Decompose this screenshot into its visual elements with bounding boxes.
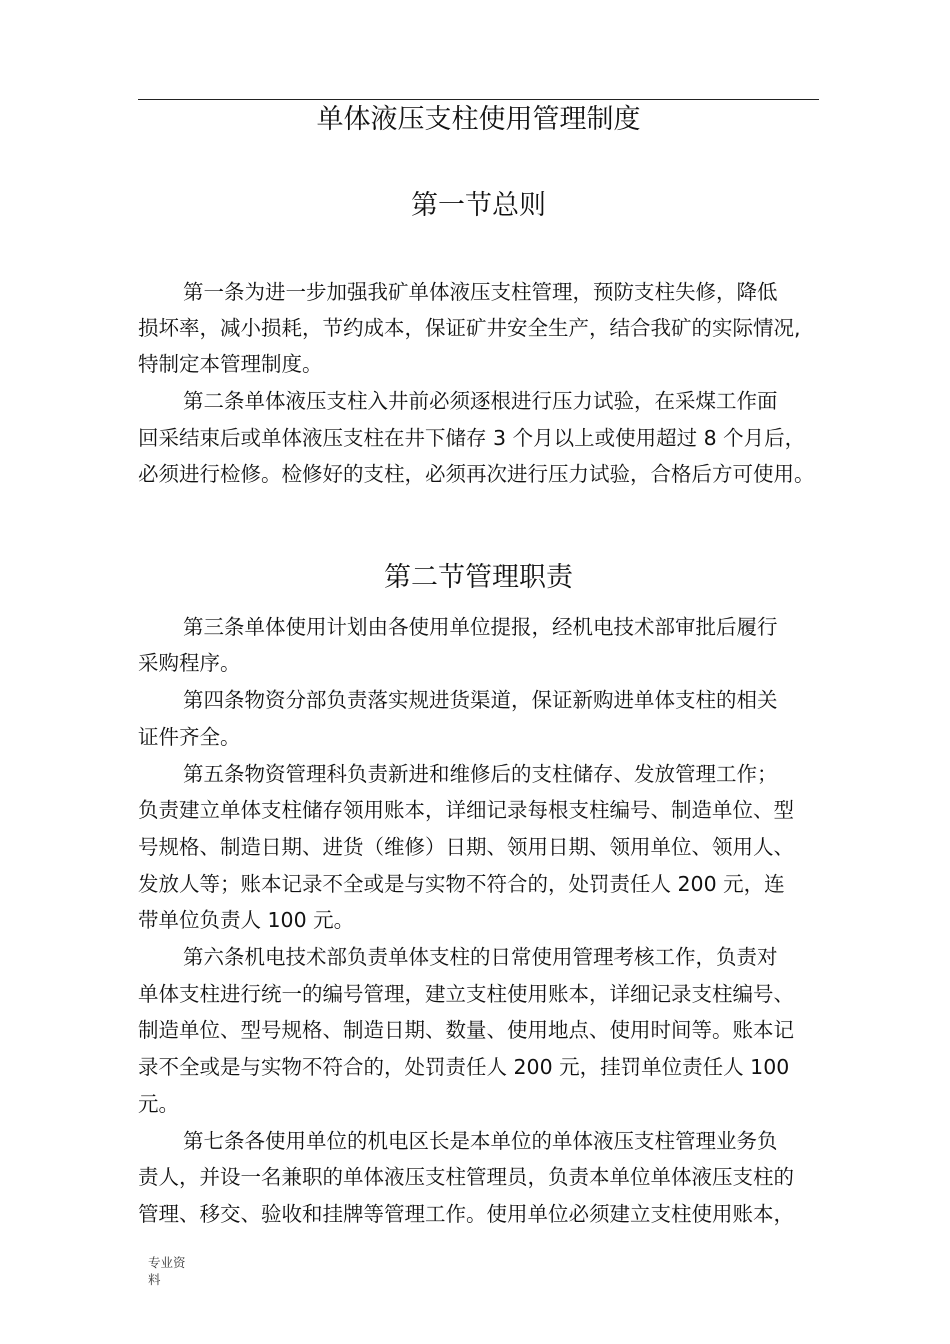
footer-line: 专业资 [148,1255,186,1270]
paragraph-line: 第一条为进一步加强我矿单体液压支柱管理，预防支柱失修，降低 [183,280,778,304]
paragraph-line: 证件齐全。 [138,725,241,749]
paragraph-line: 责人，并设一名兼职的单体液压支柱管理员，负责本单位单体液压支柱的 [138,1165,794,1189]
page-footer [148,1254,186,1288]
paragraph-line: 第二条单体液压支柱入井前必须逐根进行压力试验，在采煤工作面 [183,389,778,413]
paragraph-line: 制造单位、型号规格、制造日期、数量、使用地点、使用时间等。账本记 [138,1018,794,1042]
paragraph-line: 第三条单体使用计划由各使用单位提报，经机电技术部审批后履行 [183,615,778,639]
paragraph-line: 管理、移交、验收和挂牌等管理工作。使用单位必须建立支柱使用账本， [138,1202,794,1226]
paragraph-line: 录不全或是与实物不符合的，处罚责任人 200 元，挂罚单位责任人 100 [138,1055,790,1079]
paragraph-line: 负责建立单体支柱储存领用账本，详细记录每根支柱编号、制造单位、型 [138,798,794,822]
paragraph-line: 必须进行检修。检修好的支柱，必须再次进行压力试验，合格后方可使用。 [138,462,815,486]
header-rule [138,99,819,100]
document-title: 单体液压支柱使用管理制度 [316,104,641,135]
paragraph-line: 号规格、制造日期、进货（维修）日期、领用日期、领用单位、领用人、 [138,835,794,859]
footer-line: 料 [148,1272,161,1287]
paragraph-line: 采购程序。 [138,651,241,675]
paragraph-line: 回采结束后或单体液压支柱在井下储存 3 个月以上或使用超过 8 个月后， [138,426,806,450]
paragraph-line: 损坏率，减小损耗，节约成本，保证矿井安全生产，结合我矿的实际情况, [138,316,801,340]
section-heading-responsibilities: 第二节管理职责 [384,562,573,593]
paragraph-line: 元。 [138,1092,179,1116]
paragraph-line: 第五条物资管理科负责新进和维修后的支柱储存、发放管理工作； [183,762,778,786]
paragraph-line: 第七条各使用单位的机电区长是本单位的单体液压支柱管理业务负 [183,1129,778,1153]
paragraph-line: 第六条机电技术部负责单体支柱的日常使用管理考核工作，负责对 [183,945,778,969]
paragraph-line: 发放人等；账本记录不全或是与实物不符合的，处罚责任人 200 元，连 [138,872,785,896]
paragraph-line: 带单位负责人 100 元。 [138,908,355,932]
section-heading-general: 第一节总则 [411,190,546,221]
paragraph-line: 单体支柱进行统一的编号管理，建立支柱使用账本，详细记录支柱编号、 [138,982,794,1006]
paragraph-line: 特制定本管理制度。 [138,352,323,376]
paragraph-line: 第四条物资分部负责落实规进货渠道，保证新购进单体支柱的相关 [183,688,778,712]
